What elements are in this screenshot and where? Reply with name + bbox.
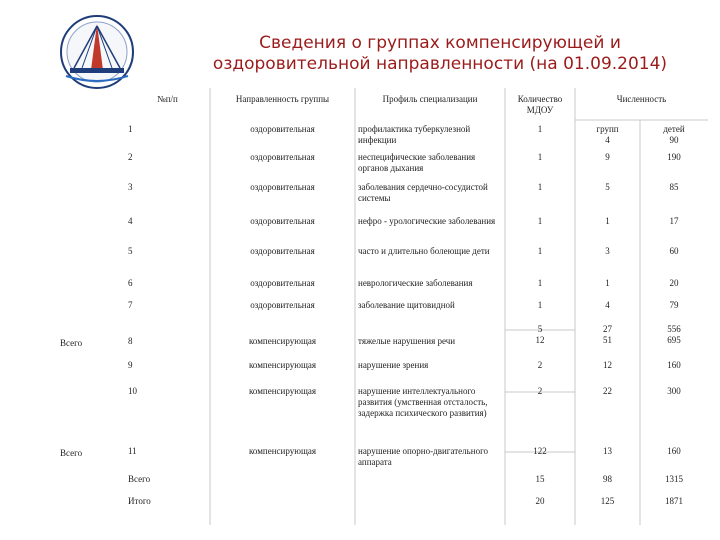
table-row <box>100 380 708 438</box>
cell-children: 17 <box>669 216 679 226</box>
cell-count: 1 <box>537 216 543 226</box>
subheader-groups: групп <box>596 124 619 134</box>
cell-num: 8 <box>128 336 133 346</box>
cell-children: 300 <box>667 386 681 396</box>
side-label-total-a: Всего <box>60 338 83 348</box>
groups-table <box>100 88 708 512</box>
cell-profile: тяжелые нарушения речи <box>358 336 456 346</box>
cell-groups: 13 <box>603 446 612 456</box>
page-title <box>190 33 690 75</box>
cell-groups: 5 <box>605 182 610 192</box>
cell-profile: заболевание щитовидной <box>358 300 455 310</box>
cell-children <box>640 124 708 152</box>
grand-total-children: 1871 <box>665 496 683 506</box>
cell-children: 20 <box>669 278 679 288</box>
table-row <box>100 182 708 216</box>
cell-children: 190 <box>667 152 681 162</box>
total-count: 15 <box>535 474 545 484</box>
total-row <box>100 468 708 490</box>
cell-groups: 9 <box>605 152 610 162</box>
cell-groups: 4 <box>605 300 610 310</box>
cell-count: 1 <box>537 300 543 310</box>
cell-direction: оздоровительная <box>250 182 315 192</box>
cell-groups: 22 <box>603 386 612 396</box>
cell-direction: компенсирующая <box>248 386 317 396</box>
cell-count: 122 <box>533 446 547 456</box>
cell-profile: часто и длительно болеющие дети <box>358 246 490 256</box>
cell-groups-b: 51 <box>603 335 612 345</box>
table-row <box>100 300 708 324</box>
cell-children-b: 695 <box>667 335 681 345</box>
cell-num: 1 <box>128 124 133 134</box>
header-direction: Направленность группы <box>235 94 330 104</box>
cell-direction: оздоровительная <box>250 278 315 288</box>
cell-num: 11 <box>128 446 137 456</box>
cell-children: 160 <box>667 446 681 456</box>
cell-num: 4 <box>128 216 133 226</box>
logo <box>52 12 142 92</box>
cell-children: 79 <box>669 300 679 310</box>
cell-profile: нефро - урологические заболевания <box>358 216 496 226</box>
table-row <box>100 356 708 380</box>
cell-count-a: 5 <box>537 324 543 334</box>
title-line-2: оздоровительной направленности (на 01.09.2014) <box>212 54 668 74</box>
cell-profile: неспецифические заболевания органов дыхания <box>358 152 476 173</box>
cell-groups: 3 <box>605 246 610 256</box>
header-num: №п/п <box>157 94 178 104</box>
table-row <box>100 124 708 152</box>
total-children: 1315 <box>665 474 683 484</box>
cell-num: 7 <box>128 300 133 310</box>
cell-profile: нарушение опорно-двигательного аппарата <box>358 446 489 467</box>
cell-count: 1 <box>537 246 543 256</box>
cell-groups-value: 4 <box>605 135 610 145</box>
cell-direction: компенсирующая <box>248 446 317 456</box>
table-row <box>100 216 708 246</box>
grand-total-count: 20 <box>535 496 545 506</box>
cell-count: 1 <box>537 152 543 162</box>
cell-profile: нарушение интеллектуального развития (умственная отсталость, задержка психического развития) <box>358 386 488 418</box>
grand-total-groups: 125 <box>600 496 615 506</box>
cell-direction: оздоровительная <box>250 124 315 134</box>
cell-groups <box>575 124 640 152</box>
cell-profile: профилактика туберкулезной инфекции <box>358 124 471 145</box>
cell-num: 3 <box>128 182 133 192</box>
header-size: Численность <box>616 94 667 104</box>
total-label: Всего <box>128 474 151 484</box>
cell-count: 1 <box>537 124 543 134</box>
subheader-children: детей <box>663 124 685 134</box>
cell-children <box>640 324 708 356</box>
cell-children: 60 <box>669 246 679 256</box>
cell-profile: неврологические заболевания <box>358 278 473 288</box>
cell-num: 2 <box>128 152 133 162</box>
cell-num: 10 <box>128 386 137 396</box>
cell-count: 2 <box>537 360 543 370</box>
side-label-total-b: Всего <box>60 448 83 458</box>
table-row <box>100 438 708 468</box>
cell-children: 85 <box>669 182 679 192</box>
cell-count-b: 12 <box>535 335 545 345</box>
header-profile: Профиль специализации <box>382 94 478 104</box>
total-groups: 98 <box>603 474 612 484</box>
cell-direction: оздоровительная <box>250 300 315 310</box>
cell-profile: нарушение зрения <box>358 360 429 370</box>
cell-direction: компенсирующая <box>248 336 317 346</box>
header-row <box>100 88 708 124</box>
cell-groups: 1 <box>605 278 610 288</box>
cell-groups: 1 <box>605 216 610 226</box>
table-row <box>100 246 708 278</box>
cell-direction: оздоровительная <box>250 246 315 256</box>
table-row <box>100 278 708 300</box>
title-line-1: Сведения о группах компенсирующей и <box>259 33 621 53</box>
cell-count <box>505 324 575 356</box>
cell-groups-a: 27 <box>603 324 612 334</box>
cell-num: 6 <box>128 278 133 288</box>
cell-groups: 12 <box>603 360 612 370</box>
cell-count: 1 <box>537 278 543 288</box>
grand-total-label: Итого <box>128 496 151 506</box>
table-row <box>100 324 708 356</box>
cell-direction: оздоровительная <box>250 152 315 162</box>
cell-direction: компенсирующая <box>248 360 317 370</box>
grand-total-row <box>100 490 708 512</box>
cell-count: 1 <box>537 182 543 192</box>
cell-count: 2 <box>537 386 543 396</box>
cell-direction: оздоровительная <box>250 216 315 226</box>
cell-num: 5 <box>128 246 133 256</box>
table-row <box>100 152 708 182</box>
header-count: Количество МДОУ <box>517 94 563 115</box>
cell-children: 160 <box>667 360 681 370</box>
cell-children-value: 90 <box>669 135 679 145</box>
cell-num: 9 <box>128 360 133 370</box>
cell-children-a: 556 <box>667 324 681 334</box>
cell-groups <box>575 324 640 356</box>
cell-profile: заболевания сердечно-сосудистой системы <box>358 182 488 203</box>
